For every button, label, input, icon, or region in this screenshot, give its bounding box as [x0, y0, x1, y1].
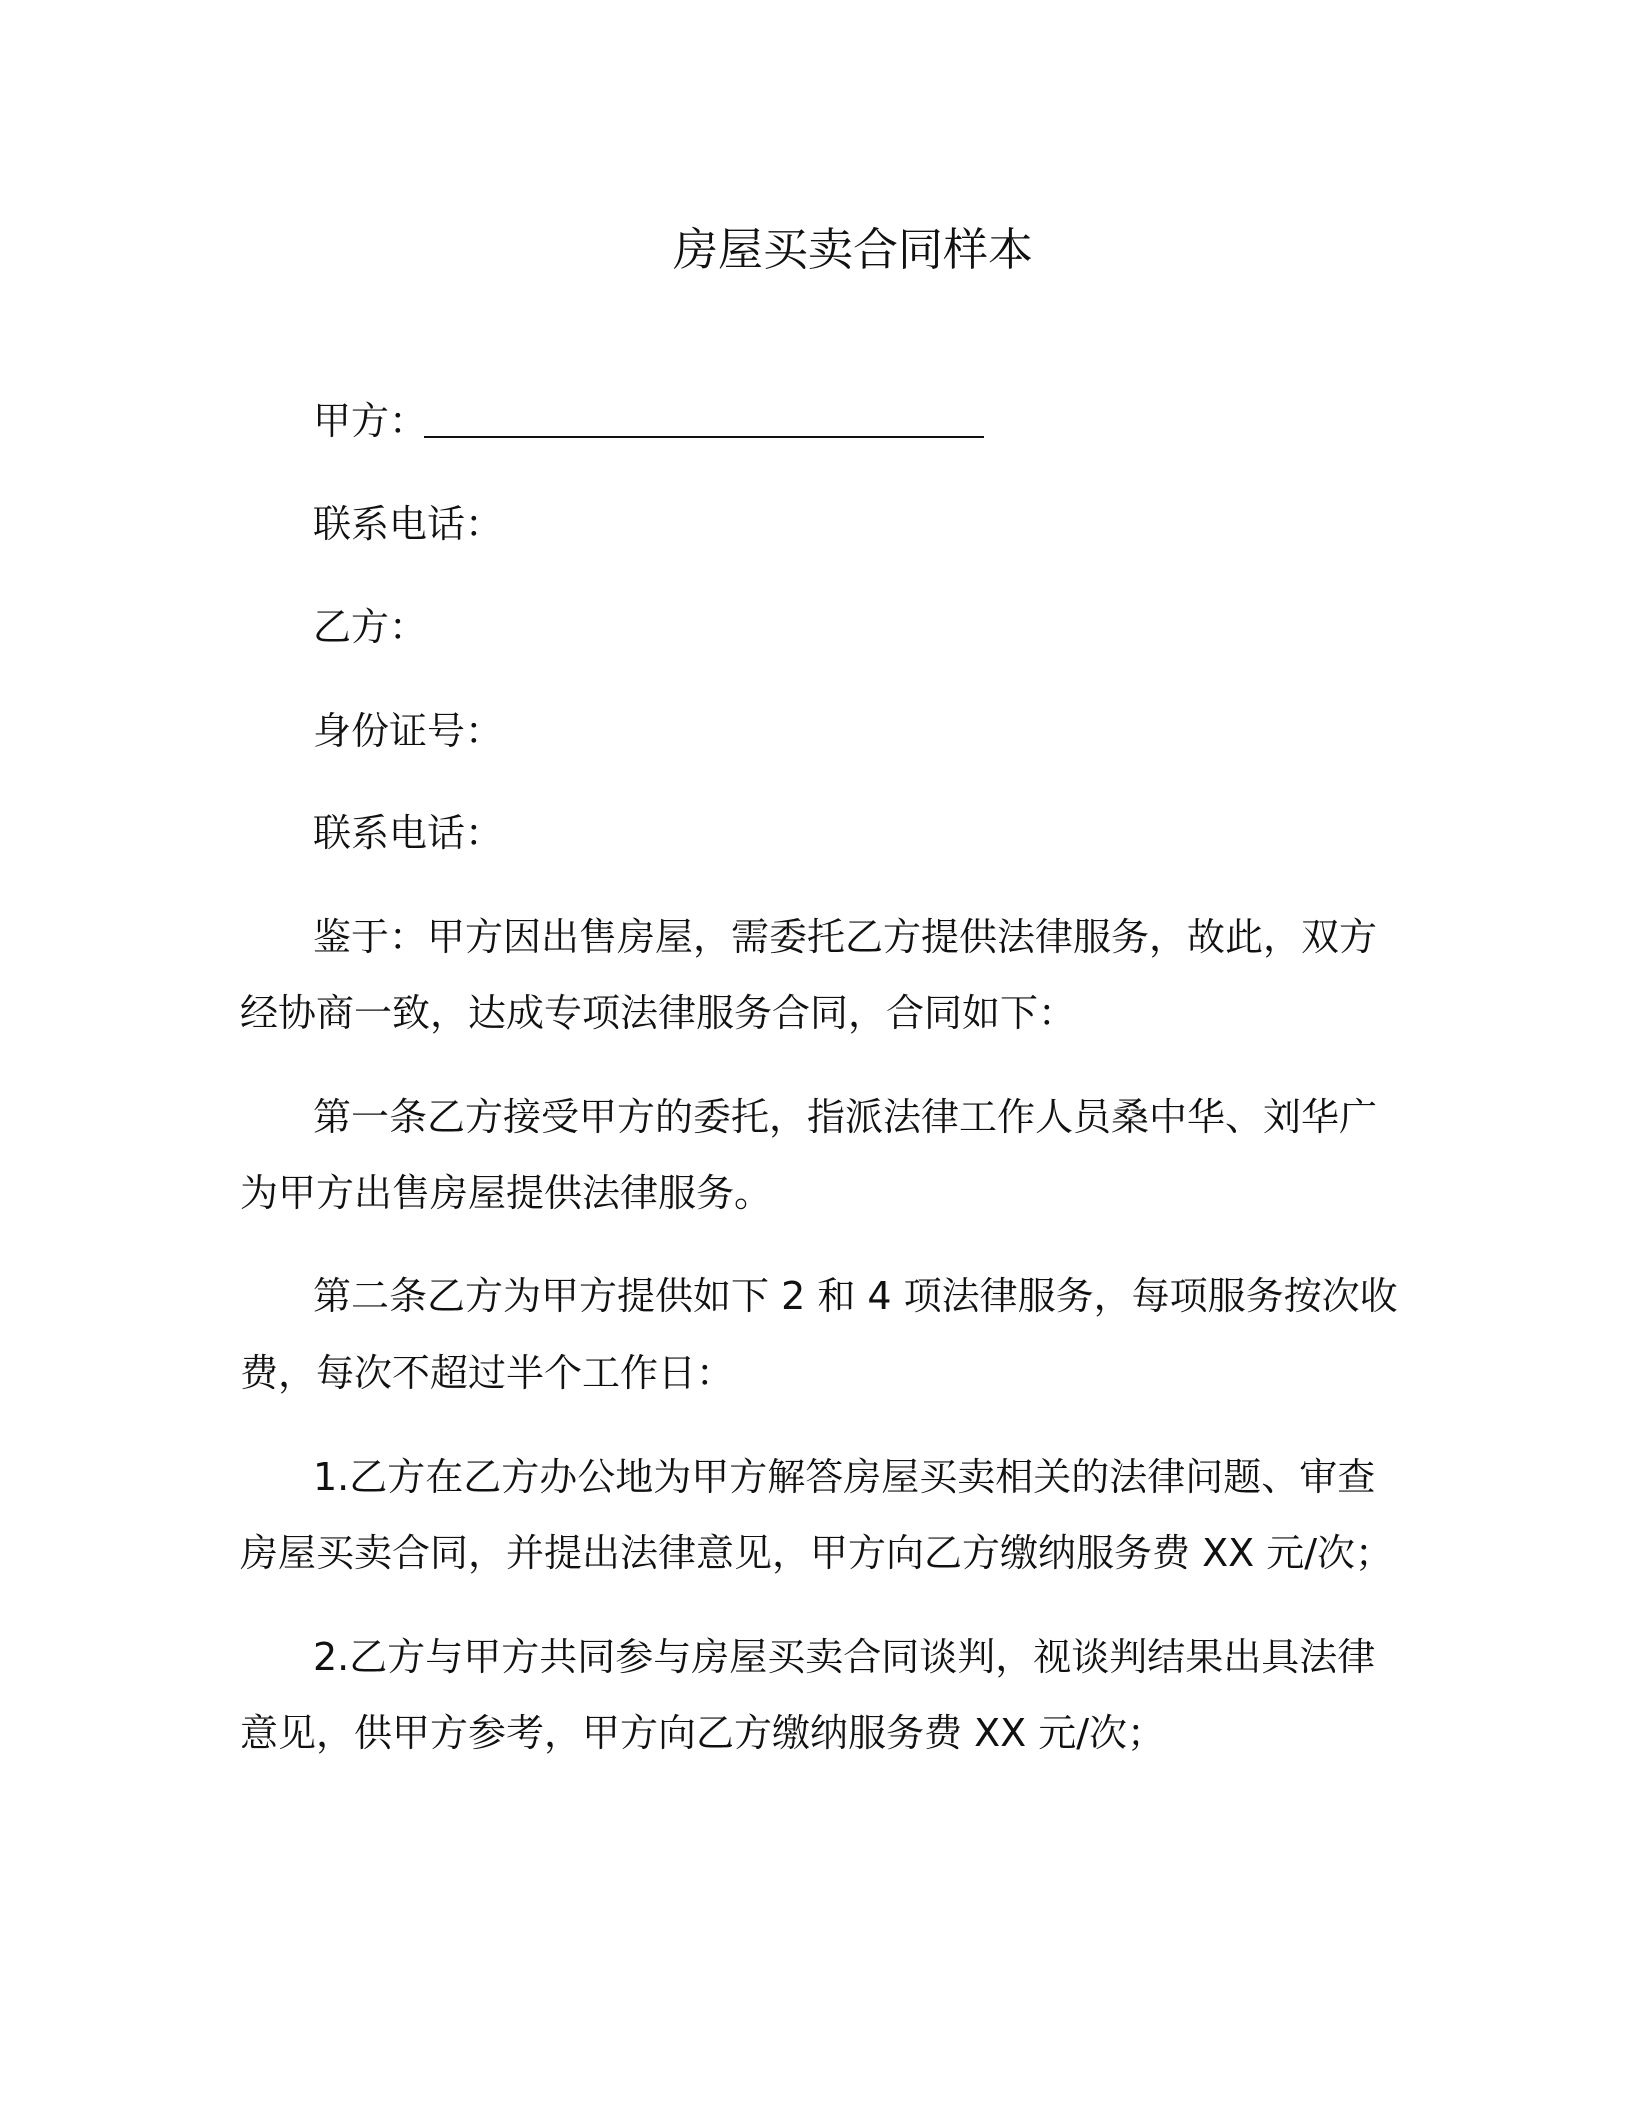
id-number-label: 身份证号：	[313, 709, 504, 753]
article1-line-2: 为甲方出售房屋提供法律服务。	[240, 1171, 773, 1215]
item1-line-1: 1.乙方在乙方办公地为甲方解答房屋买卖相关的法律问题、审查	[313, 1455, 1376, 1499]
preamble-line-2: 经协商一致，达成专项法律服务合同，合同如下：	[240, 991, 1077, 1035]
phone-b-label: 联系电话：	[313, 811, 504, 855]
phone-a-label: 联系电话：	[313, 502, 504, 546]
item2-line-2: 意见，供甲方参考，甲方向乙方缴纳服务费 XX 元/次；	[240, 1711, 1166, 1755]
party-a-label: 甲方：	[313, 399, 428, 443]
article1-line-1: 第一条乙方接受甲方的委托，指派法律工作人员桑中华、刘华广	[313, 1095, 1378, 1139]
preamble-line-1: 鉴于：甲方因出售房屋，需委托乙方提供法律服务，故此，双方	[313, 915, 1378, 959]
article2-line-2: 费，每次不超过半个工作日：	[240, 1351, 735, 1395]
party-b-label: 乙方：	[313, 605, 428, 649]
party-a-blank-line	[424, 436, 984, 438]
document-title: 房屋买卖合同样本	[672, 223, 1033, 276]
item2-line-1: 2.乙方与甲方共同参与房屋买卖合同谈判，视谈判结果出具法律	[313, 1635, 1376, 1679]
article2-line-1: 第二条乙方为甲方提供如下 2 和 4 项法律服务，每项服务按次收	[313, 1274, 1398, 1318]
item1-line-2: 房屋买卖合同，并提出法律意见，甲方向乙方缴纳服务费 XX 元/次；	[240, 1531, 1394, 1575]
